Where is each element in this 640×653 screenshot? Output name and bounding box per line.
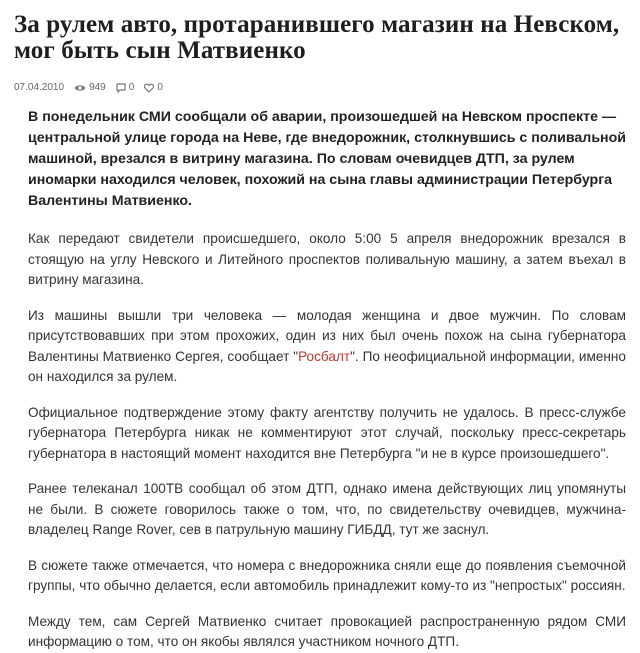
- views-count: 949: [89, 82, 106, 93]
- views-counter: [74, 82, 106, 93]
- source-link-rosbalt[interactable]: Росбалт: [298, 348, 351, 364]
- article-paragraph-3: Официальное подтверждение этому факту агентству получить не удалось. В пресс-службе губернатора Петербурга никак не комментируют этот случай, поскольку пресс-секретарь губернатора в настоящий момент находится вне Петербурга "и не в курсе произошедшего".: [28, 404, 626, 461]
- article-paragraph-2: [28, 306, 626, 388]
- comments-counter[interactable]: [116, 82, 135, 93]
- comments-count: 0: [128, 82, 135, 93]
- likes-count: 0: [157, 82, 163, 93]
- article-paragraph-4: Ранее телеканал 100ТВ сообщал об этом ДТП, однако имена действующих лиц упомянуты не были. В сюжете говорилось также о том, что, по свидетельству очевидцев, мужчина-владелец Range Rover, сев в патрульную машину ГИБДД, тут же заснул.: [28, 481, 626, 537]
- heart-icon: [144, 83, 154, 93]
- publish-date: 07.04.2010: [14, 82, 65, 93]
- paragraph-2-text-end: ". По неофициальной информации, именно он находился за рулем.: [28, 348, 626, 384]
- comment-icon: [116, 83, 126, 93]
- article-paragraph-6: Между тем, сам Сергей Матвиенко считает провокацией распространенную рядом СМИ информацию о том, что он якобы являлся участником ночного ДТП.: [28, 613, 626, 649]
- article-lead: В понедельник СМИ сообщали об аварии, произошедшей на Невском проспекте — центральной улице города на Неве, где внедорожник, столкнувшись с поливальной машиной, врезался в витрину магазина. По словам очевидцев ДТП, за рулем иномарки находился человек, похожий на сына главы администрации Петербурга Валентины Матвиенко.: [28, 109, 626, 209]
- article-paragraph-5: В сюжете также отмечается, что номера с внедорожника сняли еще до появления съемочной группы, что обычно делается, если автомобиль принадлежит кому-то из "непростых" россиян.: [28, 557, 626, 593]
- article-paragraph-1: Как передают свидетели происшедшего, около 5:00 5 апреля внедорожник врезался в стоящую на углу Невского и Литейного проспектов поливальную машину, а затем въехал в витрину магазина.: [28, 231, 626, 287]
- article-title: За рулем авто, протаранившего магазин на Невском, мог быть сын Матвиенко: [14, 11, 620, 64]
- likes-counter[interactable]: [144, 82, 163, 93]
- article-meta: [14, 82, 626, 93]
- eye-icon: [74, 84, 86, 92]
- paragraph-2-text-start: Из машины вышли три человека — молодая женщина и двое мужчин. По словам присутствовавших при этом прохожих, один из них был очень похож на сына губернатора Валентины Матвиенко Сергея, сообщает ": [28, 307, 626, 364]
